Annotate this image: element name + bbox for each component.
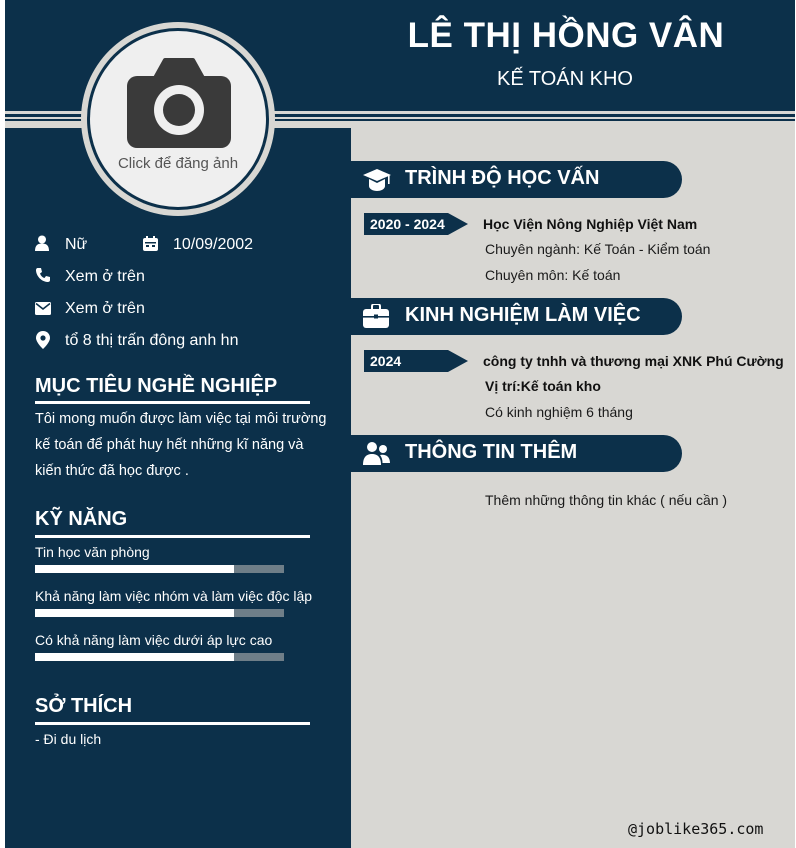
school-name: Học Viện Nông Nghiệp Việt Nam xyxy=(483,216,698,232)
hobbies-title: SỞ THÍCH xyxy=(35,695,133,717)
briefcase-icon xyxy=(363,304,389,328)
candidate-name: LÊ THỊ HỒNG VÂN xyxy=(407,16,725,55)
birthdate-value: 10/09/2002 xyxy=(173,236,254,253)
graduation-cap-icon xyxy=(363,167,391,193)
skill-bar-fill xyxy=(35,565,234,573)
education-specialty: Chuyên môn: Kế toán xyxy=(485,267,621,283)
education-major: Chuyên ngành: Kế Toán - Kiểm toán xyxy=(485,241,711,257)
phone-value: Xem ở trên xyxy=(65,268,145,285)
education-title: TRÌNH ĐỘ HỌC VẤN xyxy=(405,167,600,189)
additional-text: Thêm những thông tin khác ( nếu cần ) xyxy=(485,492,728,508)
location-icon xyxy=(36,331,50,349)
skill-label: Tin học văn phòng xyxy=(35,544,150,560)
experience-title: KINH NGHIỆM LÀM VIỆC xyxy=(405,304,641,326)
education-period: 2020 - 2024 xyxy=(364,213,448,235)
skill-bar-fill xyxy=(35,653,234,661)
objective-text: Tôi mong muốn được làm việc tại môi trường kế toán để phát huy hết những kĩ năng và kiến thức đã học được . xyxy=(35,411,327,479)
users-icon xyxy=(363,441,391,465)
skill-bar xyxy=(35,565,284,573)
skill-bar-fill xyxy=(35,609,234,617)
experience-header xyxy=(351,298,682,335)
additional-title: THÔNG TIN THÊM xyxy=(405,441,578,463)
experience-period: 2024 xyxy=(364,350,448,372)
user-icon xyxy=(35,235,49,251)
calendar-icon xyxy=(143,236,158,251)
objective-divider xyxy=(35,401,310,404)
company-name: công ty tnhh và thương mại XNK Phú Cường xyxy=(483,353,784,369)
job-position: Vị trí:Kế toán kho xyxy=(485,378,601,394)
skills-divider xyxy=(35,535,310,538)
camera-icon xyxy=(127,58,231,150)
address-value: tổ 8 thị trấn đông anh hn xyxy=(65,332,239,349)
objective-title: MỤC TIÊU NGHỀ NGHIỆP xyxy=(35,375,278,397)
email-icon xyxy=(35,302,51,315)
job-title: KẾ TOÁN KHO xyxy=(497,68,633,90)
education-header xyxy=(351,161,682,198)
hobbies-divider xyxy=(35,722,310,725)
gender-value: Nữ xyxy=(65,236,88,253)
photo-upload-caption[interactable]: Click để đăng ảnh xyxy=(117,155,239,172)
hobby-item: - Đi du lịch xyxy=(35,731,102,747)
skill-bar xyxy=(35,653,284,661)
experience-description: Có kinh nghiệm 6 tháng xyxy=(485,404,633,420)
email-value: Xem ở trên xyxy=(65,300,145,317)
cv-page xyxy=(5,0,795,848)
skill-label: Khả năng làm việc nhóm và làm việc độc lập xyxy=(35,588,313,604)
phone-icon xyxy=(35,267,51,283)
watermark: @joblike365.com xyxy=(628,820,764,838)
additional-header xyxy=(351,435,682,472)
skills-title: KỸ NĂNG xyxy=(35,508,128,530)
skill-bar xyxy=(35,609,284,617)
skill-label: Có khả năng làm việc dưới áp lực cao xyxy=(35,632,273,648)
